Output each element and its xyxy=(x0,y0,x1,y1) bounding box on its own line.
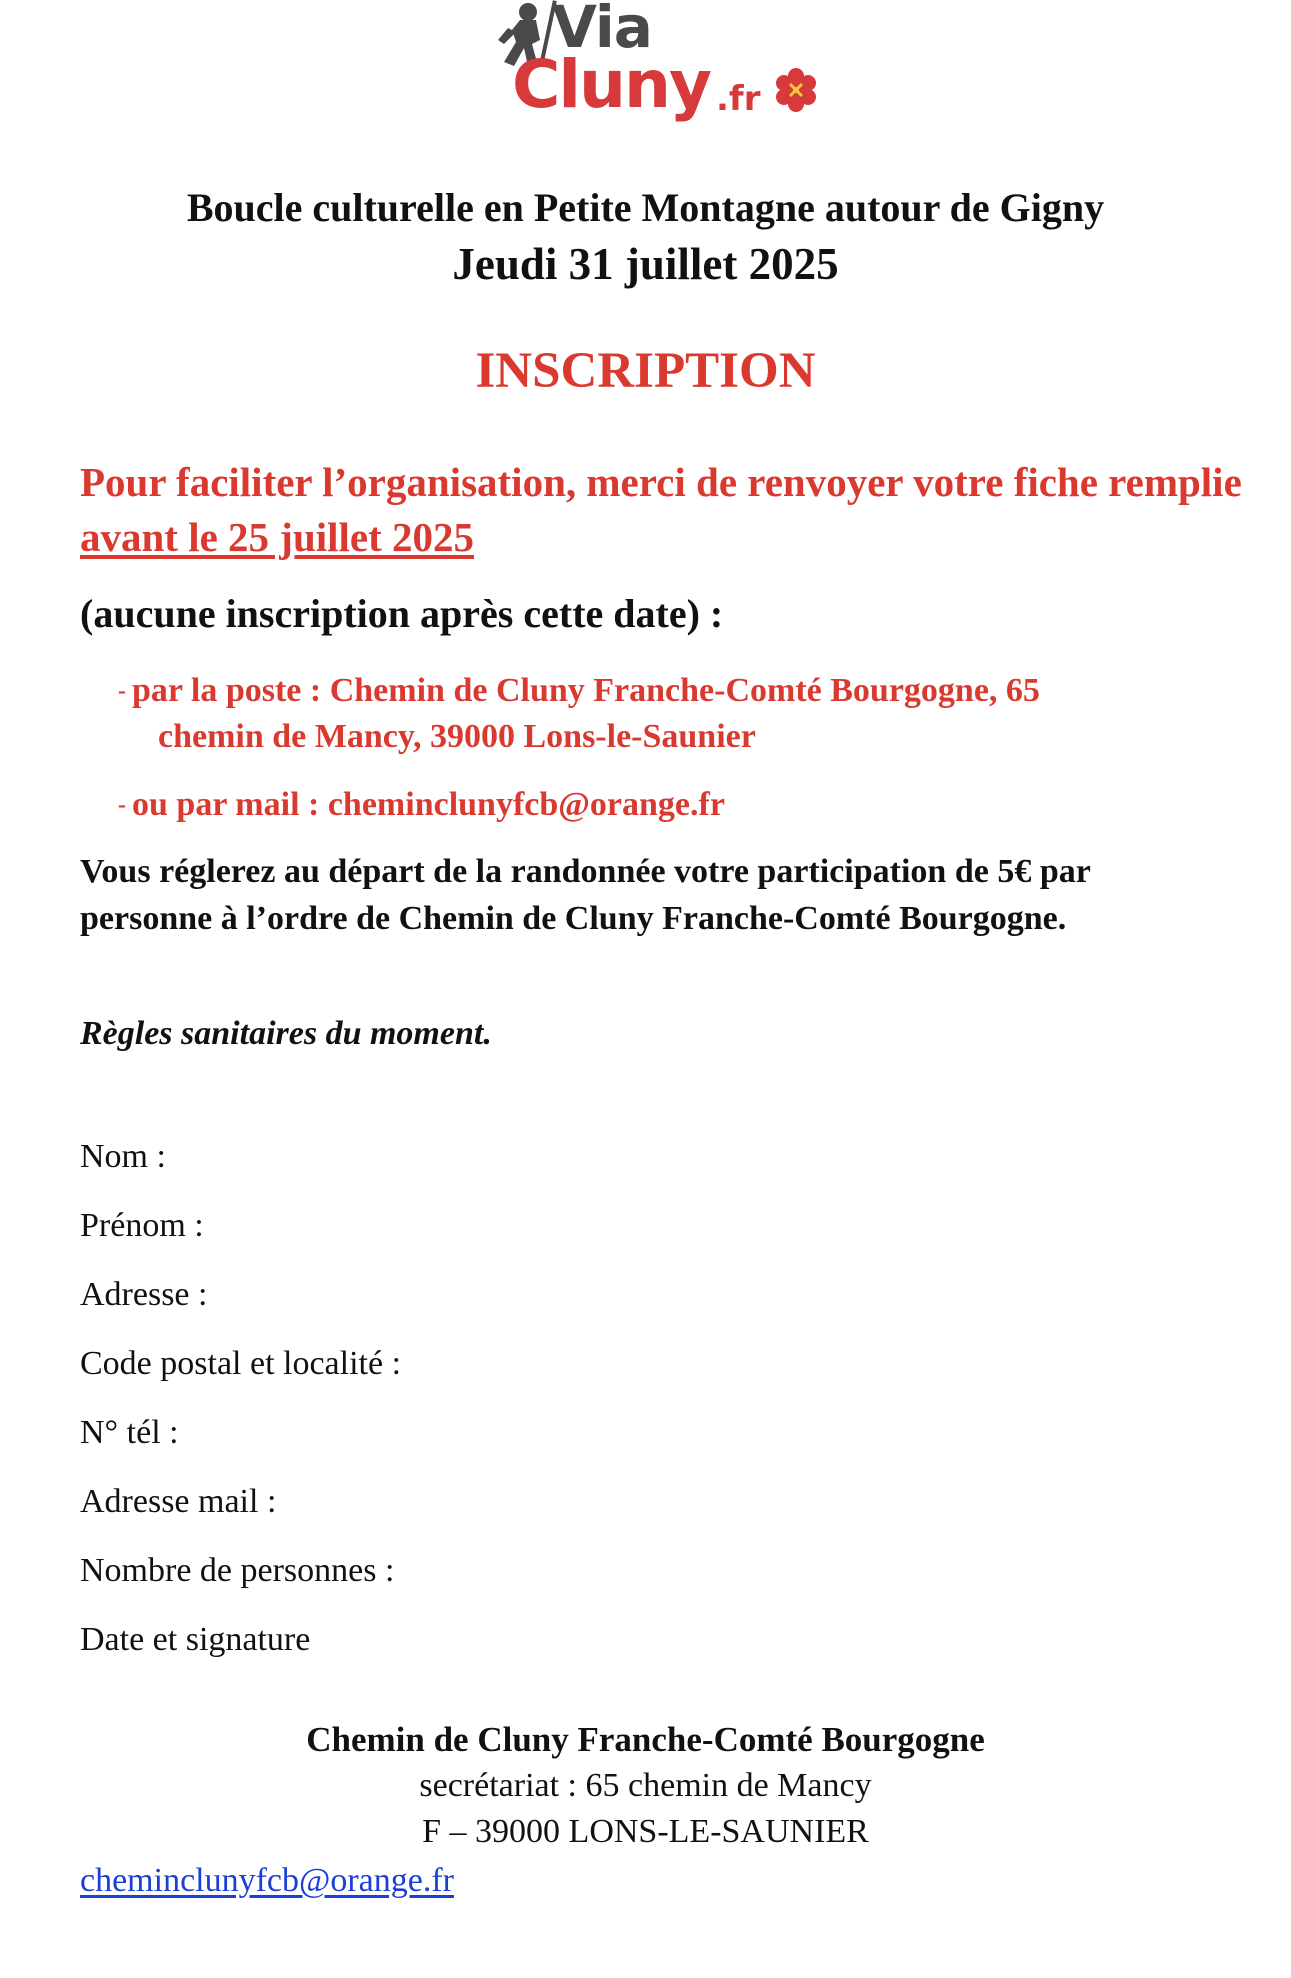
bullet-mail xyxy=(118,782,1268,828)
intro-text: Pour faciliter l’organisation, merci de renvoyer votre fiche remplie xyxy=(80,459,1242,505)
field-date-signature[interactable]: Date et signature xyxy=(80,1621,311,1658)
field-nombre-personnes[interactable]: Nombre de personnes : xyxy=(80,1552,395,1589)
field-code-postal[interactable]: Code postal et localité : xyxy=(80,1345,402,1382)
bullet-dash: - xyxy=(118,792,126,818)
logo-fr-text: .fr xyxy=(716,79,761,119)
sanitary-rules: Règles sanitaires du moment. xyxy=(80,1015,492,1052)
field-mail[interactable]: Adresse mail : xyxy=(80,1483,277,1520)
viacluny-logo[interactable] xyxy=(490,0,830,135)
footer-city: F – 39000 LONS-LE-SAUNIER xyxy=(422,1813,869,1850)
deadline-text: avant le 25 juillet 2025 xyxy=(80,514,475,560)
field-prenom[interactable]: Prénom : xyxy=(80,1207,204,1244)
bullet-post xyxy=(118,668,1268,760)
payment-paragraph: Vous réglerez au départ de la randonnée votre participation de 5€ par personne à l’ordre de Chemin de Cluny Franche-Comté Bourgogne. xyxy=(80,853,1091,937)
footer-secretariat: secrétariat : 65 chemin de Mancy xyxy=(419,1767,872,1804)
bullet-mail-text[interactable]: ou par mail : cheminclunyfcb@orange.fr xyxy=(132,786,725,823)
field-adresse[interactable]: Adresse : xyxy=(80,1276,208,1313)
field-nom[interactable]: Nom : xyxy=(80,1138,166,1175)
deadline-note: (aucune inscription après cette date) : xyxy=(80,591,724,636)
bullet-post-line2: chemin de Mancy, 39000 Lons-le-Saunier xyxy=(158,718,756,755)
bullet-post-line1: par la poste : Chemin de Cluny Franche-Comté Bourgogne, 65 xyxy=(132,672,1040,709)
logo-cluny-text: Cluny xyxy=(512,46,711,123)
field-tel[interactable]: N° tél : xyxy=(80,1414,179,1451)
footer-email-link[interactable]: cheminclunyfcb@orange.fr xyxy=(80,1862,454,1899)
intro-paragraph xyxy=(80,455,1270,565)
event-title: Boucle culturelle en Petite Montagne autour de Gigny xyxy=(186,185,1105,230)
logo-via-text: Via xyxy=(552,0,652,61)
inscription-heading: INSCRIPTION xyxy=(475,343,816,399)
footer-organization: Chemin de Cluny Franche-Comté Bourgogne xyxy=(306,1720,985,1759)
event-date: Jeudi 31 juillet 2025 xyxy=(452,239,839,289)
rosette-icon xyxy=(776,68,816,112)
bullet-dash: - xyxy=(118,678,126,704)
